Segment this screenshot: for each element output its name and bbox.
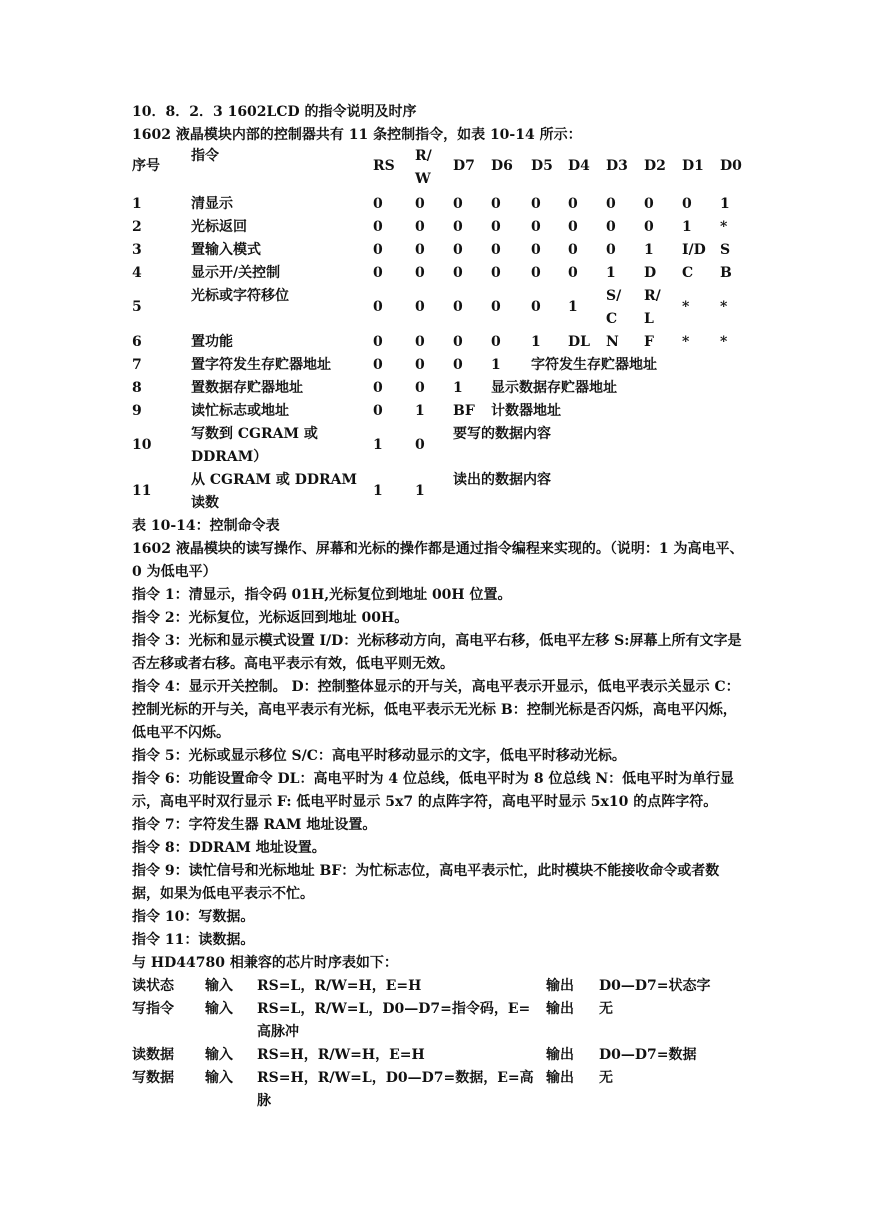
row-d0: * xyxy=(720,334,728,350)
header-d0: D0 xyxy=(720,158,742,174)
row-rw: 0 xyxy=(415,219,425,235)
timing-signals: RS=H，R/W=H，E=H xyxy=(257,1047,425,1063)
instruction-item: 指令 3：光标和显示模式设置 I/D：光标移动方向，高电平右移，低电平左移 S:屏幕上所有文字是否左移或者右移。高电平表示有效，低电平则无效。 xyxy=(132,633,742,672)
row-d1: C xyxy=(682,265,694,281)
row-d5: 0 xyxy=(531,196,541,212)
row-name: 置字符发生存贮器地址 xyxy=(191,357,331,373)
header-rw: R/W xyxy=(415,148,432,187)
row-d4: 0 xyxy=(568,265,578,281)
timing-signals: RS=L，R/W=L，D0—D7=指令码，E=高脉冲 xyxy=(257,1001,531,1040)
timing-signals: RS=H，R/W=L，D0—D7=数据，E=高脉 xyxy=(257,1070,534,1109)
row-rs: 0 xyxy=(373,403,383,419)
timing-op: 写指令 xyxy=(132,1001,174,1017)
header-name: 指令 xyxy=(191,148,219,164)
row-rw: 0 xyxy=(415,265,425,281)
row-rs: 1 xyxy=(373,483,383,499)
row-d6: 1 xyxy=(491,357,501,373)
command-table xyxy=(132,147,744,515)
row-d2: 1 xyxy=(644,242,654,258)
timing-row xyxy=(132,975,744,998)
instruction-item: 指令 7：字符发生器 RAM 地址设置。 xyxy=(132,817,377,833)
row-d7: 0 xyxy=(453,219,463,235)
row-d6: 0 xyxy=(491,265,501,281)
timing-input-label: 输入 xyxy=(205,978,233,994)
timing-output-value: D0—D7=状态字 xyxy=(599,978,711,994)
row-name: 光标返回 xyxy=(191,219,247,235)
row-no: 1 xyxy=(132,196,142,212)
instruction-item: 指令 11：读数据。 xyxy=(132,932,255,948)
timing-op: 读状态 xyxy=(132,978,174,994)
timing-signals: RS=L，R/W=H，E=H xyxy=(257,978,422,994)
row-no: 6 xyxy=(132,334,142,350)
header-no: 序号 xyxy=(132,158,160,174)
row-rw: 1 xyxy=(415,403,425,419)
timing-table xyxy=(132,975,744,1109)
row-d5: 0 xyxy=(531,219,541,235)
timing-op: 读数据 xyxy=(132,1047,174,1063)
timing-input-label: 输入 xyxy=(205,1001,233,1017)
row-d6: 0 xyxy=(491,334,501,350)
row-rs: 0 xyxy=(373,357,383,373)
row-d4: 0 xyxy=(568,196,578,212)
instruction-item: 指令 2：光标复位，光标返回到地址 00H。 xyxy=(132,610,409,626)
row-rs: 0 xyxy=(373,265,383,281)
row-d0: S xyxy=(720,242,731,258)
row-rs: 0 xyxy=(373,299,383,315)
row-span-value: 显示数据存贮器地址 xyxy=(491,380,617,396)
table-row xyxy=(132,469,744,515)
row-d4: 1 xyxy=(568,299,578,315)
row-rs: 0 xyxy=(373,219,383,235)
header-d1: D1 xyxy=(682,158,704,174)
timing-output-label: 输出 xyxy=(546,1001,574,1017)
row-d6: 0 xyxy=(491,299,501,315)
document-page xyxy=(132,101,744,1109)
row-rs: 0 xyxy=(373,242,383,258)
header-d4: D4 xyxy=(568,158,590,174)
row-d0: B xyxy=(720,265,732,281)
row-rw: 0 xyxy=(415,357,425,373)
row-name: 显示开/关控制 xyxy=(191,265,281,281)
row-rw: 0 xyxy=(415,242,425,258)
row-no: 9 xyxy=(132,403,142,419)
row-no: 5 xyxy=(132,299,142,315)
row-d2: D xyxy=(644,265,657,281)
timing-output-label: 输出 xyxy=(546,1047,574,1063)
timing-op: 写数据 xyxy=(132,1070,174,1086)
timing-output-value: 无 xyxy=(599,1001,613,1017)
row-d4: DL xyxy=(568,334,590,350)
timing-output-value: 无 xyxy=(599,1070,613,1086)
row-d1: * xyxy=(682,334,690,350)
row-rw: 0 xyxy=(415,299,425,315)
header-d6: D6 xyxy=(491,158,513,174)
header-rs: RS xyxy=(373,158,395,174)
row-d6: 0 xyxy=(491,196,501,212)
section-heading: 10．8．2．3 1602LCD 的指令说明及时序 xyxy=(132,104,417,120)
timing-row xyxy=(132,1067,744,1109)
timing-row xyxy=(132,998,744,1044)
timing-output-value: D0—D7=数据 xyxy=(599,1047,697,1063)
row-name: 置数据存贮器地址 xyxy=(191,380,303,396)
table-row xyxy=(132,400,744,423)
row-d5: 0 xyxy=(531,299,541,315)
table-row xyxy=(132,423,744,469)
table-row xyxy=(132,331,744,354)
table-row xyxy=(132,216,744,239)
intro-text: 1602 液晶模块内部的控制器共有 11 条控制指令，如表 10-14 所示： xyxy=(132,127,582,143)
timing-input-label: 输入 xyxy=(205,1070,233,1086)
table-row xyxy=(132,377,744,400)
timing-output-label: 输出 xyxy=(546,978,574,994)
table-row xyxy=(132,239,744,262)
row-rs: 0 xyxy=(373,380,383,396)
row-name: 置输入模式 xyxy=(191,242,261,258)
table-caption: 表 10-14：控制命令表 xyxy=(132,518,280,534)
instruction-item: 指令 8：DDRAM 地址设置。 xyxy=(132,840,326,856)
header-d7: D7 xyxy=(453,158,475,174)
row-d5: 1 xyxy=(531,334,541,350)
row-no: 2 xyxy=(132,219,142,235)
row-d1: I/D xyxy=(682,242,706,258)
row-span-value: 字符发生存贮器地址 xyxy=(531,357,657,373)
row-no: 4 xyxy=(132,265,142,281)
row-d1: 0 xyxy=(682,196,692,212)
row-d2: 0 xyxy=(644,196,654,212)
row-d7: 0 xyxy=(453,299,463,315)
instruction-item: 指令 4：显示开关控制。 D：控制整体显示的开与关，高电平表示开显示，低电平表示关显示 C：控制光标的开与关，高电平表示有光标，低电平表示无光标 B：控制光标是否闪烁，高电平闪烁，低电平不闪烁。 xyxy=(132,679,740,741)
row-name: 写数到 CGRAM 或 DDRAM） xyxy=(191,426,318,465)
row-d3: 0 xyxy=(606,196,616,212)
timing-output-label: 输出 xyxy=(546,1070,574,1086)
row-d3: 1 xyxy=(606,265,616,281)
row-d6: 0 xyxy=(491,242,501,258)
row-name: 清显示 xyxy=(191,196,233,212)
timing-title: 与 HD44780 相兼容的芯片时序表如下： xyxy=(132,955,398,971)
table-row xyxy=(132,193,744,216)
instruction-item: 指令 9：读忙信号和光标地址 BF：为忙标志位，高电平表示忙，此时模块不能接收命令或者数据，如果为低电平表示不忙。 xyxy=(132,863,720,902)
header-d5: D5 xyxy=(531,158,553,174)
row-d4: 0 xyxy=(568,219,578,235)
row-no: 3 xyxy=(132,242,142,258)
table-row xyxy=(132,262,744,285)
row-rw: 0 xyxy=(415,437,425,453)
instruction-item: 指令 1：清显示，指令码 01H,光标复位到地址 00H 位置。 xyxy=(132,587,512,603)
row-no: 10 xyxy=(132,437,152,453)
description-text: 1602 液晶模块的读写操作、屏幕和光标的操作都是通过指令编程来实现的。（说明：1 为高电平、0 为低电平） xyxy=(132,541,744,580)
header-d3: D3 xyxy=(606,158,628,174)
row-d5: 0 xyxy=(531,265,541,281)
row-d7: 0 xyxy=(453,196,463,212)
row-d3: 0 xyxy=(606,242,616,258)
row-span-value: 读出的数据内容 xyxy=(453,472,551,488)
row-d0: * xyxy=(720,219,728,235)
row-d3: N xyxy=(606,334,619,350)
timing-row xyxy=(132,1044,744,1067)
row-no: 8 xyxy=(132,380,142,396)
row-d0: * xyxy=(720,299,728,315)
row-rw: 0 xyxy=(415,196,425,212)
row-name: 读忙标志或地址 xyxy=(191,403,289,419)
row-d3: 0 xyxy=(606,219,616,235)
instruction-item: 指令 6：功能设置命令 DL：高电平时为 4 位总线，低电平时为 8 位总线 N：低电平时为单行显示，高电平时双行显示 F: 低电平时显示 5x7 的点阵字符，高电平时显示 5x10 的点阵字符。 xyxy=(132,771,735,810)
row-no: 11 xyxy=(132,483,152,499)
row-d7: 0 xyxy=(453,265,463,281)
row-span-value: 要写的数据内容 xyxy=(453,426,551,442)
instruction-item: 指令 5：光标或显示移位 S/C：高电平时移动显示的文字，低电平时移动光标。 xyxy=(132,748,626,764)
row-d7: 0 xyxy=(453,357,463,373)
row-name: 光标或字符移位 xyxy=(191,288,289,304)
row-d0: 1 xyxy=(720,196,730,212)
row-rs: 0 xyxy=(373,334,383,350)
header-d2: D2 xyxy=(644,158,666,174)
instruction-item: 指令 10：写数据。 xyxy=(132,909,255,925)
table-row xyxy=(132,354,744,377)
row-d7: BF xyxy=(453,403,475,419)
row-d2: F xyxy=(644,334,654,350)
row-d2: R/L xyxy=(644,288,661,327)
row-rs: 0 xyxy=(373,196,383,212)
table-header xyxy=(132,147,744,193)
row-rw: 1 xyxy=(415,483,425,499)
row-d1: 1 xyxy=(682,219,692,235)
row-span-value: 计数器地址 xyxy=(491,403,561,419)
row-d4: 0 xyxy=(568,242,578,258)
row-d1: * xyxy=(682,299,690,315)
row-rs: 1 xyxy=(373,437,383,453)
row-d5: 0 xyxy=(531,242,541,258)
row-d7: 1 xyxy=(453,380,463,396)
row-name: 从 CGRAM 或 DDRAM 读数 xyxy=(191,472,357,511)
row-rw: 0 xyxy=(415,380,425,396)
timing-input-label: 输入 xyxy=(205,1047,233,1063)
row-no: 7 xyxy=(132,357,142,373)
row-d6: 0 xyxy=(491,219,501,235)
row-rw: 0 xyxy=(415,334,425,350)
row-d7: 0 xyxy=(453,334,463,350)
table-row xyxy=(132,285,744,331)
row-d2: 0 xyxy=(644,219,654,235)
row-d3: S/C xyxy=(606,288,622,327)
row-name: 置功能 xyxy=(191,334,233,350)
row-d7: 0 xyxy=(453,242,463,258)
